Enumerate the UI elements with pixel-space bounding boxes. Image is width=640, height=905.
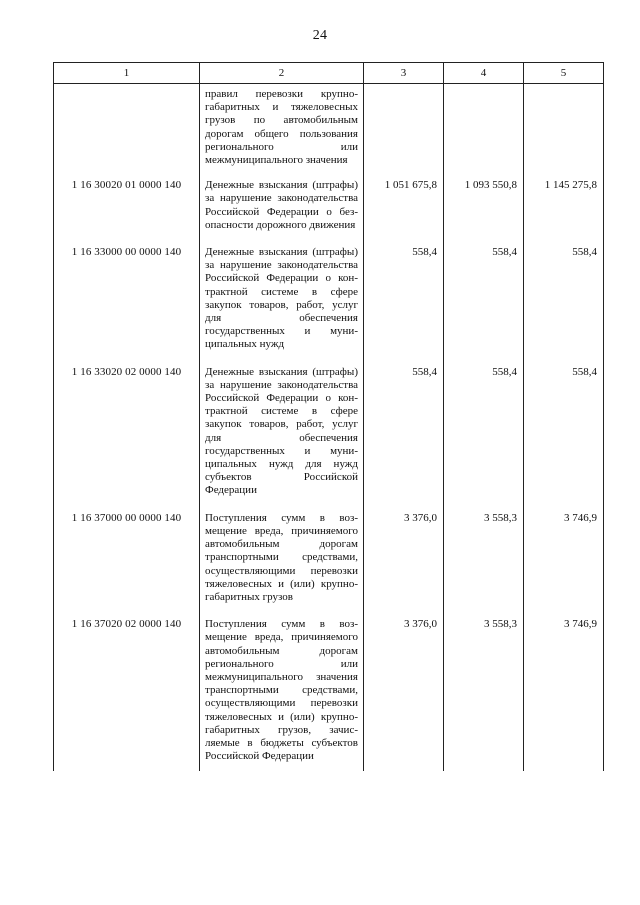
column-header-1: 1: [54, 63, 200, 84]
value-col5: 1 145 275,8: [524, 173, 604, 240]
value-col3: 558,4: [364, 240, 444, 360]
value-col4: 558,4: [444, 240, 524, 360]
revenue-name: Поступления сумм в возмещение вреда, причиняемого автомобильным дорогам регионального или межмуниципального значения транспортными средствами, осуществляющими перевозки тяжеловесных и (или) крупногабаритных грузов, зачисляемые в бюджеты субъектов Российской Федерации: [200, 612, 364, 771]
empty-cell: [524, 84, 604, 174]
table-row: [54, 240, 604, 360]
continuation-row: [54, 84, 604, 174]
revenue-code: 1 16 33020 02 0000 140: [54, 360, 200, 506]
value-col5: 558,4: [524, 360, 604, 506]
value-col5: 558,4: [524, 240, 604, 360]
column-number-row: [54, 63, 604, 84]
revenue-name: Денежные взыскания (штрафы) за нарушение законодательства Российской Федерации о контрактной системе в сфере закупок товаров, работ, услуг для обеспечения государственных и муниципальных нужд для нужд субъектов Российской Федерации: [200, 360, 364, 506]
table-body: [54, 84, 604, 772]
revenue-name: Денежные взыскания (штрафы) за нарушение законодательства Российской Федерации о безопасности дорожного движения: [200, 173, 364, 240]
budget-revenue-table: [53, 62, 604, 771]
page-number: 24: [312, 28, 328, 43]
revenue-code: 1 16 33000 00 0000 140: [54, 240, 200, 360]
revenue-name: Поступления сумм в возмещение вреда, причиняемого автомобильным дорогам транспортными средствами, осуществляющими перевозки тяжеловесных и (или) крупногабаритных грузов: [200, 506, 364, 612]
value-col4: 3 558,3: [444, 506, 524, 612]
table-header: [54, 63, 604, 84]
column-header-3: 3: [364, 63, 444, 84]
table-row: [54, 612, 604, 771]
empty-cell: [444, 84, 524, 174]
value-col3: 3 376,0: [364, 506, 444, 612]
value-col4: 3 558,3: [444, 612, 524, 771]
value-col3: 1 051 675,8: [364, 173, 444, 240]
table-row: [54, 360, 604, 506]
value-col5: 3 746,9: [524, 612, 604, 771]
revenue-name: Денежные взыскания (штрафы) за нарушение законодательства Российской Федерации о контрактной системе в сфере закупок товаров, работ, услуг для обеспечения государственных и муниципальных нужд: [200, 240, 364, 360]
continuation-text: правил перевозки крупногабаритных и тяжеловесных грузов по автомобильным дорогам общего пользования регионального или межмуниципального значения: [200, 84, 364, 174]
empty-cell: [364, 84, 444, 174]
table-row: [54, 173, 604, 240]
continuation-code-cell: [54, 84, 200, 174]
revenue-code: 1 16 37000 00 0000 140: [54, 506, 200, 612]
table-row: [54, 506, 604, 612]
column-header-4: 4: [444, 63, 524, 84]
value-col3: 558,4: [364, 360, 444, 506]
column-header-2: 2: [200, 63, 364, 84]
value-col5: 3 746,9: [524, 506, 604, 612]
value-col4: 1 093 550,8: [444, 173, 524, 240]
column-header-5: 5: [524, 63, 604, 84]
revenue-code: 1 16 30020 01 0000 140: [54, 173, 200, 240]
value-col4: 558,4: [444, 360, 524, 506]
revenue-code: 1 16 37020 02 0000 140: [54, 612, 200, 771]
value-col3: 3 376,0: [364, 612, 444, 771]
